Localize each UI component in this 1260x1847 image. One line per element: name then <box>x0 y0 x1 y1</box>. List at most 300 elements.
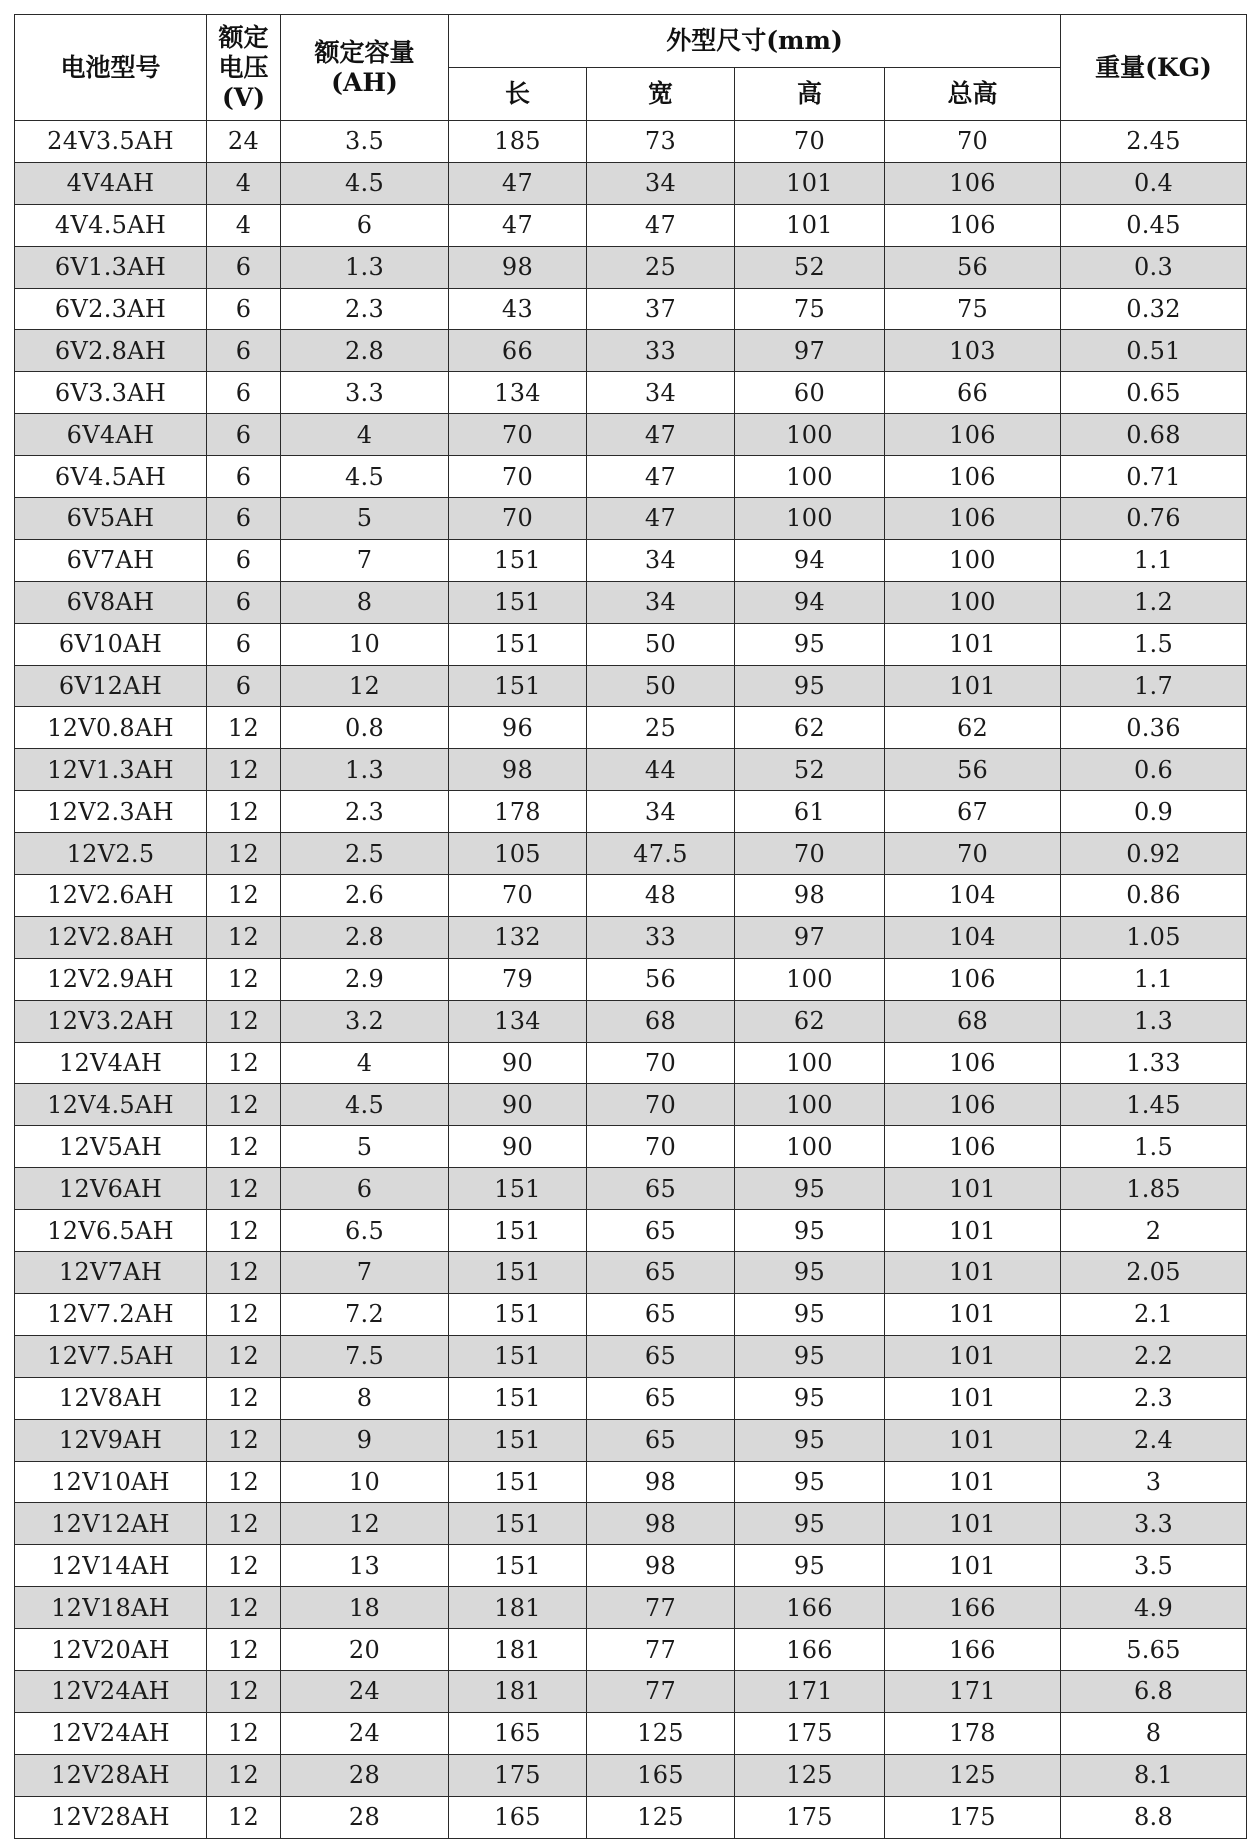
cell-capacity: 1.3 <box>281 749 449 791</box>
cell-height: 70 <box>735 121 885 163</box>
header-dimensions: 外型尺寸(mm) <box>449 15 1061 68</box>
cell-total-height: 106 <box>885 414 1061 456</box>
cell-capacity: 2.3 <box>281 791 449 833</box>
cell-total-height: 106 <box>885 958 1061 1000</box>
table-header <box>15 15 1247 121</box>
header-total-height: 总高 <box>885 68 1061 121</box>
cell-model: 12V10AH <box>15 1461 207 1503</box>
cell-voltage: 6 <box>207 456 281 498</box>
cell-height: 100 <box>735 1126 885 1168</box>
cell-voltage: 12 <box>207 833 281 875</box>
cell-voltage: 12 <box>207 791 281 833</box>
battery-spec-table <box>14 14 1247 1839</box>
cell-weight: 1.5 <box>1061 1126 1247 1168</box>
cell-total-height: 101 <box>885 1461 1061 1503</box>
table-row <box>15 1000 1247 1042</box>
cell-capacity: 8 <box>281 1377 449 1419</box>
cell-width: 98 <box>587 1503 735 1545</box>
cell-width: 47 <box>587 456 735 498</box>
cell-width: 47 <box>587 498 735 540</box>
cell-weight: 1.1 <box>1061 539 1247 581</box>
cell-total-height: 101 <box>885 1503 1061 1545</box>
cell-capacity: 3.5 <box>281 121 449 163</box>
cell-model: 12V8AH <box>15 1377 207 1419</box>
cell-model: 6V2.3AH <box>15 288 207 330</box>
table-row <box>15 162 1247 204</box>
cell-height: 100 <box>735 1084 885 1126</box>
cell-capacity: 3.3 <box>281 372 449 414</box>
cell-voltage: 12 <box>207 1335 281 1377</box>
cell-model: 6V4AH <box>15 414 207 456</box>
cell-model: 12V2.5 <box>15 833 207 875</box>
table-row <box>15 1503 1247 1545</box>
cell-voltage: 12 <box>207 1670 281 1712</box>
cell-weight: 0.32 <box>1061 288 1247 330</box>
cell-total-height: 166 <box>885 1587 1061 1629</box>
cell-height: 175 <box>735 1796 885 1838</box>
cell-weight: 2.4 <box>1061 1419 1247 1461</box>
cell-width: 44 <box>587 749 735 791</box>
cell-model: 6V12AH <box>15 665 207 707</box>
cell-length: 90 <box>449 1126 587 1168</box>
cell-capacity: 1.3 <box>281 246 449 288</box>
cell-total-height: 178 <box>885 1712 1061 1754</box>
cell-height: 166 <box>735 1629 885 1671</box>
cell-width: 34 <box>587 539 735 581</box>
cell-total-height: 106 <box>885 162 1061 204</box>
cell-total-height: 104 <box>885 916 1061 958</box>
header-height: 高 <box>735 68 885 121</box>
table-row <box>15 581 1247 623</box>
cell-model: 12V28AH <box>15 1796 207 1838</box>
cell-width: 98 <box>587 1545 735 1587</box>
cell-width: 34 <box>587 162 735 204</box>
cell-width: 50 <box>587 623 735 665</box>
cell-height: 75 <box>735 288 885 330</box>
cell-total-height: 101 <box>885 623 1061 665</box>
table-row <box>15 1168 1247 1210</box>
cell-capacity: 3.2 <box>281 1000 449 1042</box>
cell-height: 52 <box>735 749 885 791</box>
cell-length: 165 <box>449 1796 587 1838</box>
cell-capacity: 24 <box>281 1670 449 1712</box>
table-row <box>15 1126 1247 1168</box>
cell-voltage: 12 <box>207 1796 281 1838</box>
cell-width: 70 <box>587 1126 735 1168</box>
cell-total-height: 125 <box>885 1754 1061 1796</box>
cell-weight: 0.71 <box>1061 456 1247 498</box>
cell-height: 62 <box>735 1000 885 1042</box>
cell-model: 12V2.9AH <box>15 958 207 1000</box>
cell-length: 181 <box>449 1587 587 1629</box>
cell-capacity: 4.5 <box>281 162 449 204</box>
cell-width: 65 <box>587 1293 735 1335</box>
cell-capacity: 4.5 <box>281 456 449 498</box>
cell-length: 151 <box>449 1210 587 1252</box>
cell-total-height: 106 <box>885 456 1061 498</box>
table-row <box>15 1629 1247 1671</box>
cell-capacity: 10 <box>281 1461 449 1503</box>
cell-total-height: 70 <box>885 833 1061 875</box>
header-voltage-line1: 额定 <box>218 22 269 52</box>
cell-capacity: 7.2 <box>281 1293 449 1335</box>
cell-voltage: 12 <box>207 875 281 917</box>
cell-capacity: 7 <box>281 1252 449 1294</box>
cell-weight: 1.2 <box>1061 581 1247 623</box>
cell-width: 65 <box>587 1335 735 1377</box>
cell-capacity: 9 <box>281 1419 449 1461</box>
header-width: 宽 <box>587 68 735 121</box>
table-row <box>15 1293 1247 1335</box>
cell-total-height: 101 <box>885 1168 1061 1210</box>
table-row <box>15 1712 1247 1754</box>
table-row <box>15 1670 1247 1712</box>
table-row <box>15 1754 1247 1796</box>
cell-length: 70 <box>449 875 587 917</box>
cell-height: 171 <box>735 1670 885 1712</box>
cell-total-height: 106 <box>885 1084 1061 1126</box>
table-row <box>15 1461 1247 1503</box>
cell-length: 90 <box>449 1084 587 1126</box>
cell-weight: 0.3 <box>1061 246 1247 288</box>
cell-capacity: 13 <box>281 1545 449 1587</box>
cell-length: 151 <box>449 1545 587 1587</box>
cell-capacity: 2.8 <box>281 330 449 372</box>
cell-width: 70 <box>587 1084 735 1126</box>
table-row <box>15 916 1247 958</box>
table-row <box>15 1084 1247 1126</box>
cell-total-height: 100 <box>885 539 1061 581</box>
cell-weight: 3 <box>1061 1461 1247 1503</box>
cell-voltage: 12 <box>207 1293 281 1335</box>
cell-width: 25 <box>587 246 735 288</box>
cell-length: 151 <box>449 1503 587 1545</box>
table-row <box>15 1419 1247 1461</box>
header-voltage <box>207 15 281 121</box>
cell-capacity: 2.9 <box>281 958 449 1000</box>
cell-height: 101 <box>735 162 885 204</box>
cell-capacity: 7 <box>281 539 449 581</box>
cell-length: 151 <box>449 1335 587 1377</box>
cell-length: 165 <box>449 1712 587 1754</box>
table-row <box>15 204 1247 246</box>
cell-height: 175 <box>735 1712 885 1754</box>
cell-voltage: 4 <box>207 162 281 204</box>
cell-weight: 0.36 <box>1061 707 1247 749</box>
cell-weight: 8.1 <box>1061 1754 1247 1796</box>
cell-capacity: 0.8 <box>281 707 449 749</box>
cell-length: 134 <box>449 1000 587 1042</box>
cell-height: 100 <box>735 958 885 1000</box>
cell-weight: 2 <box>1061 1210 1247 1252</box>
cell-model: 12V6.5AH <box>15 1210 207 1252</box>
cell-width: 33 <box>587 916 735 958</box>
cell-width: 33 <box>587 330 735 372</box>
header-capacity-line2: (AH) <box>331 67 398 97</box>
cell-capacity: 4 <box>281 1042 449 1084</box>
cell-model: 12V7AH <box>15 1252 207 1294</box>
cell-voltage: 12 <box>207 1503 281 1545</box>
cell-height: 100 <box>735 456 885 498</box>
cell-length: 79 <box>449 958 587 1000</box>
cell-total-height: 67 <box>885 791 1061 833</box>
cell-width: 34 <box>587 581 735 623</box>
cell-length: 151 <box>449 1419 587 1461</box>
cell-weight: 0.6 <box>1061 749 1247 791</box>
table-row <box>15 791 1247 833</box>
cell-height: 98 <box>735 875 885 917</box>
cell-length: 151 <box>449 1461 587 1503</box>
table-row <box>15 539 1247 581</box>
cell-width: 65 <box>587 1168 735 1210</box>
cell-capacity: 20 <box>281 1629 449 1671</box>
cell-model: 12V3.2AH <box>15 1000 207 1042</box>
cell-capacity: 2.8 <box>281 916 449 958</box>
cell-length: 70 <box>449 456 587 498</box>
cell-width: 77 <box>587 1670 735 1712</box>
cell-capacity: 5 <box>281 498 449 540</box>
cell-length: 151 <box>449 665 587 707</box>
cell-capacity: 2.6 <box>281 875 449 917</box>
cell-voltage: 12 <box>207 1461 281 1503</box>
cell-total-height: 68 <box>885 1000 1061 1042</box>
cell-width: 25 <box>587 707 735 749</box>
cell-total-height: 101 <box>885 1419 1061 1461</box>
cell-voltage: 12 <box>207 1000 281 1042</box>
cell-width: 50 <box>587 665 735 707</box>
cell-capacity: 12 <box>281 665 449 707</box>
cell-height: 97 <box>735 330 885 372</box>
table-row <box>15 456 1247 498</box>
cell-width: 77 <box>587 1629 735 1671</box>
table-row <box>15 330 1247 372</box>
cell-model: 6V5AH <box>15 498 207 540</box>
cell-total-height: 104 <box>885 875 1061 917</box>
cell-width: 37 <box>587 288 735 330</box>
cell-voltage: 12 <box>207 1754 281 1796</box>
cell-model: 12V4.5AH <box>15 1084 207 1126</box>
cell-weight: 0.68 <box>1061 414 1247 456</box>
cell-total-height: 56 <box>885 246 1061 288</box>
cell-height: 100 <box>735 1042 885 1084</box>
cell-length: 178 <box>449 791 587 833</box>
cell-voltage: 6 <box>207 539 281 581</box>
cell-weight: 1.33 <box>1061 1042 1247 1084</box>
table-row <box>15 1545 1247 1587</box>
cell-voltage: 6 <box>207 623 281 665</box>
cell-weight: 0.9 <box>1061 791 1247 833</box>
cell-height: 100 <box>735 498 885 540</box>
cell-voltage: 12 <box>207 1629 281 1671</box>
cell-height: 95 <box>735 1545 885 1587</box>
cell-weight: 8 <box>1061 1712 1247 1754</box>
cell-width: 125 <box>587 1712 735 1754</box>
cell-voltage: 12 <box>207 1545 281 1587</box>
cell-model: 12V2.8AH <box>15 916 207 958</box>
header-voltage-line3: (V) <box>221 82 266 112</box>
cell-voltage: 12 <box>207 1210 281 1252</box>
cell-voltage: 12 <box>207 1712 281 1754</box>
cell-capacity: 6.5 <box>281 1210 449 1252</box>
cell-width: 34 <box>587 372 735 414</box>
header-length: 长 <box>449 68 587 121</box>
table-row <box>15 372 1247 414</box>
cell-width: 34 <box>587 791 735 833</box>
cell-weight: 2.2 <box>1061 1335 1247 1377</box>
cell-voltage: 6 <box>207 414 281 456</box>
cell-voltage: 6 <box>207 330 281 372</box>
table-row <box>15 707 1247 749</box>
cell-total-height: 75 <box>885 288 1061 330</box>
cell-capacity: 2.3 <box>281 288 449 330</box>
cell-height: 62 <box>735 707 885 749</box>
cell-total-height: 103 <box>885 330 1061 372</box>
cell-length: 185 <box>449 121 587 163</box>
table-row <box>15 1377 1247 1419</box>
cell-voltage: 4 <box>207 204 281 246</box>
cell-total-height: 101 <box>885 1210 1061 1252</box>
table-row <box>15 414 1247 456</box>
cell-length: 151 <box>449 539 587 581</box>
cell-total-height: 101 <box>885 1252 1061 1294</box>
cell-height: 95 <box>735 1210 885 1252</box>
cell-capacity: 10 <box>281 623 449 665</box>
cell-width: 125 <box>587 1796 735 1838</box>
cell-length: 175 <box>449 1754 587 1796</box>
cell-height: 95 <box>735 623 885 665</box>
cell-weight: 0.86 <box>1061 875 1247 917</box>
cell-voltage: 6 <box>207 581 281 623</box>
cell-length: 70 <box>449 414 587 456</box>
cell-model: 12V0.8AH <box>15 707 207 749</box>
cell-weight: 1.1 <box>1061 958 1247 1000</box>
cell-length: 66 <box>449 330 587 372</box>
cell-width: 77 <box>587 1587 735 1629</box>
cell-height: 61 <box>735 791 885 833</box>
cell-capacity: 28 <box>281 1754 449 1796</box>
cell-weight: 8.8 <box>1061 1796 1247 1838</box>
cell-voltage: 12 <box>207 1126 281 1168</box>
cell-height: 52 <box>735 246 885 288</box>
cell-height: 95 <box>735 1335 885 1377</box>
cell-voltage: 12 <box>207 1084 281 1126</box>
cell-voltage: 12 <box>207 1587 281 1629</box>
cell-weight: 5.65 <box>1061 1629 1247 1671</box>
cell-weight: 3.5 <box>1061 1545 1247 1587</box>
table-row <box>15 958 1247 1000</box>
cell-capacity: 2.5 <box>281 833 449 875</box>
battery-spec-sheet <box>14 14 1246 1839</box>
cell-model: 12V6AH <box>15 1168 207 1210</box>
cell-model: 4V4.5AH <box>15 204 207 246</box>
cell-width: 65 <box>587 1210 735 1252</box>
cell-total-height: 106 <box>885 1042 1061 1084</box>
cell-total-height: 101 <box>885 1293 1061 1335</box>
table-row <box>15 623 1247 665</box>
cell-model: 12V18AH <box>15 1587 207 1629</box>
cell-capacity: 5 <box>281 1126 449 1168</box>
cell-model: 12V9AH <box>15 1419 207 1461</box>
cell-height: 95 <box>735 1419 885 1461</box>
cell-total-height: 171 <box>885 1670 1061 1712</box>
cell-weight: 1.85 <box>1061 1168 1247 1210</box>
cell-model: 6V1.3AH <box>15 246 207 288</box>
cell-height: 95 <box>735 1293 885 1335</box>
cell-capacity: 12 <box>281 1503 449 1545</box>
cell-voltage: 12 <box>207 916 281 958</box>
table-row <box>15 288 1247 330</box>
cell-capacity: 24 <box>281 1712 449 1754</box>
cell-length: 43 <box>449 288 587 330</box>
table-row <box>15 1587 1247 1629</box>
cell-length: 98 <box>449 749 587 791</box>
cell-total-height: 101 <box>885 1377 1061 1419</box>
cell-width: 68 <box>587 1000 735 1042</box>
table-row <box>15 1042 1247 1084</box>
cell-model: 12V1.3AH <box>15 749 207 791</box>
table-row <box>15 121 1247 163</box>
cell-voltage: 6 <box>207 288 281 330</box>
cell-model: 6V10AH <box>15 623 207 665</box>
cell-weight: 1.05 <box>1061 916 1247 958</box>
cell-width: 47.5 <box>587 833 735 875</box>
cell-height: 166 <box>735 1587 885 1629</box>
cell-model: 6V3.3AH <box>15 372 207 414</box>
cell-height: 95 <box>735 1252 885 1294</box>
cell-model: 6V4.5AH <box>15 456 207 498</box>
table-row <box>15 498 1247 540</box>
cell-height: 95 <box>735 1461 885 1503</box>
table-row <box>15 665 1247 707</box>
table-row <box>15 749 1247 791</box>
cell-capacity: 7.5 <box>281 1335 449 1377</box>
cell-model: 6V8AH <box>15 581 207 623</box>
header-model: 电池型号 <box>15 15 207 121</box>
cell-voltage: 24 <box>207 121 281 163</box>
cell-weight: 1.5 <box>1061 623 1247 665</box>
cell-model: 12V4AH <box>15 1042 207 1084</box>
cell-height: 97 <box>735 916 885 958</box>
cell-model: 12V24AH <box>15 1712 207 1754</box>
cell-total-height: 166 <box>885 1629 1061 1671</box>
cell-length: 105 <box>449 833 587 875</box>
cell-total-height: 101 <box>885 1545 1061 1587</box>
cell-width: 48 <box>587 875 735 917</box>
table-body <box>15 121 1247 1839</box>
cell-length: 98 <box>449 246 587 288</box>
cell-length: 90 <box>449 1042 587 1084</box>
cell-voltage: 12 <box>207 1168 281 1210</box>
cell-height: 125 <box>735 1754 885 1796</box>
cell-voltage: 12 <box>207 1419 281 1461</box>
cell-capacity: 4 <box>281 414 449 456</box>
cell-length: 151 <box>449 1293 587 1335</box>
cell-weight: 2.45 <box>1061 121 1247 163</box>
cell-length: 47 <box>449 204 587 246</box>
cell-model: 12V5AH <box>15 1126 207 1168</box>
cell-capacity: 18 <box>281 1587 449 1629</box>
cell-capacity: 4.5 <box>281 1084 449 1126</box>
table-row <box>15 1252 1247 1294</box>
cell-height: 94 <box>735 539 885 581</box>
cell-voltage: 12 <box>207 1042 281 1084</box>
cell-model: 12V7.2AH <box>15 1293 207 1335</box>
cell-total-height: 56 <box>885 749 1061 791</box>
cell-total-height: 106 <box>885 498 1061 540</box>
cell-weight: 4.9 <box>1061 1587 1247 1629</box>
cell-length: 151 <box>449 1377 587 1419</box>
cell-width: 65 <box>587 1419 735 1461</box>
